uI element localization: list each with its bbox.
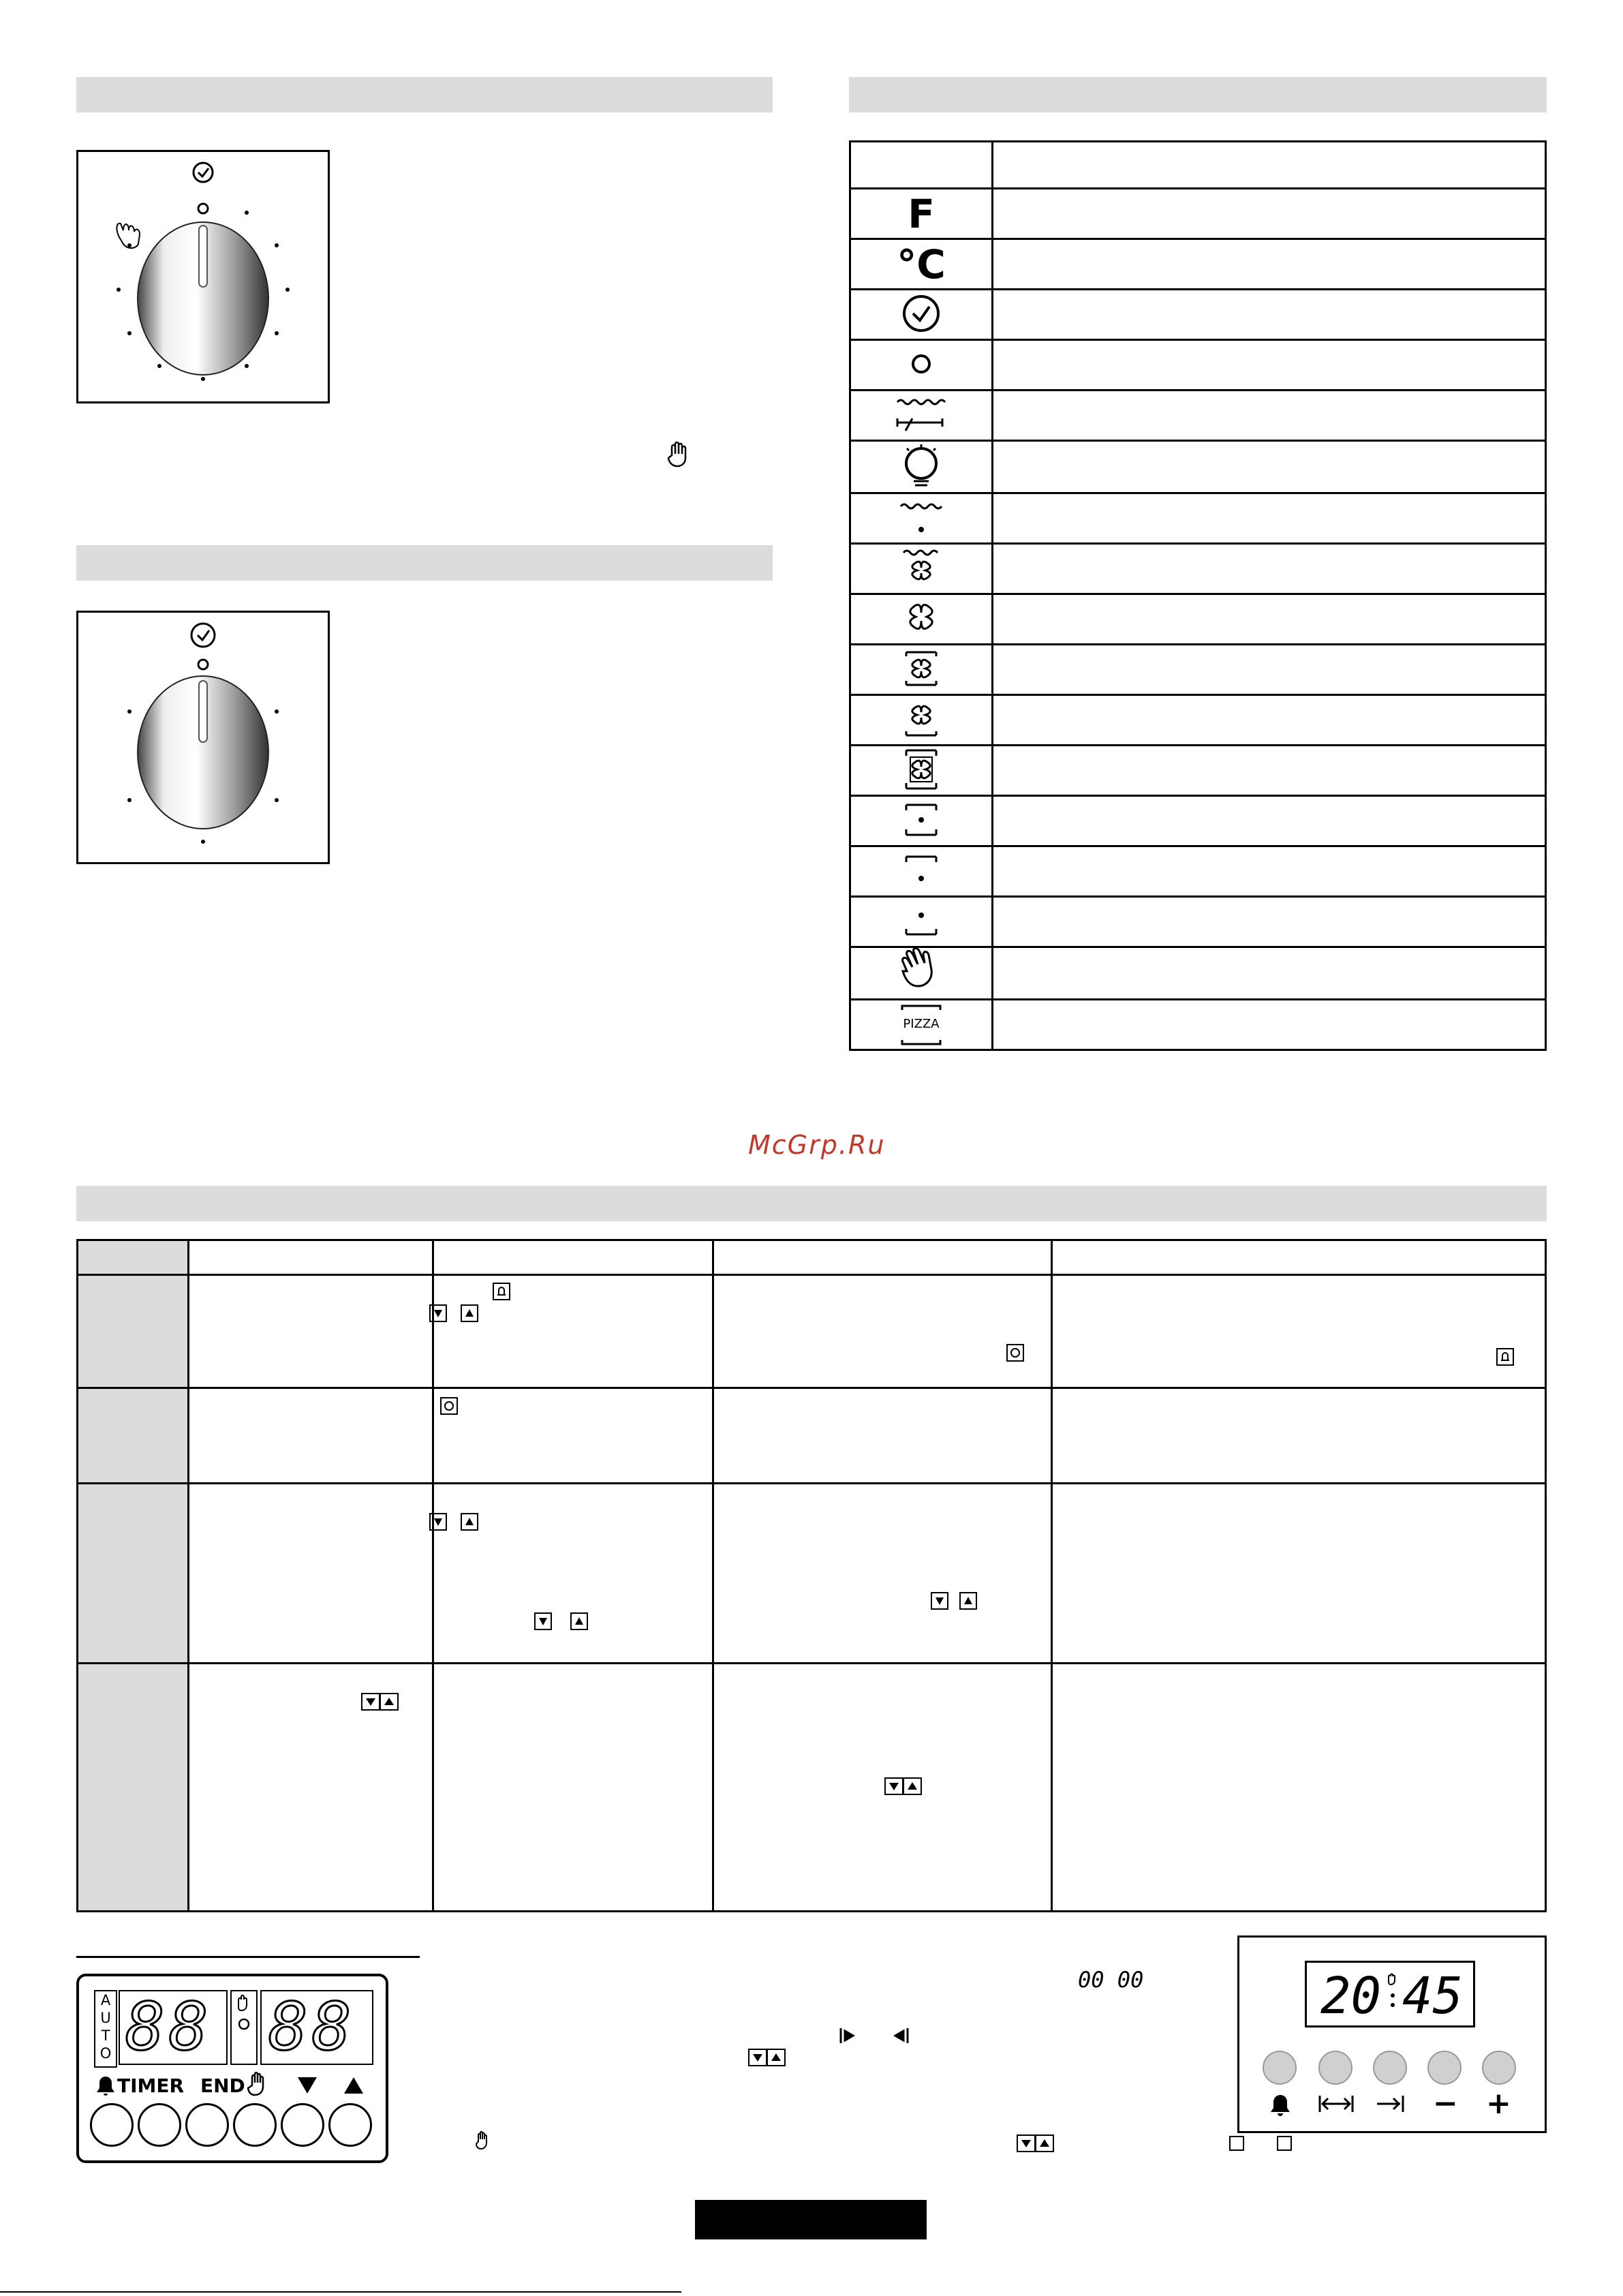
top-heat-icon — [894, 497, 948, 538]
duration-icon — [1317, 2092, 1355, 2116]
down-button[interactable] — [281, 2103, 324, 2147]
hand-icon — [897, 948, 945, 996]
top-bottom-heat-icon — [894, 799, 948, 840]
auto-letter: O — [99, 2045, 112, 2062]
bell-button[interactable] — [90, 2103, 134, 2147]
selector-dial-1 — [76, 150, 330, 403]
dial-knob-2 — [78, 613, 328, 862]
grill-icon — [891, 394, 952, 435]
section-rule — [76, 1956, 420, 1958]
page-number-bar — [695, 2200, 927, 2239]
down-up-arrows-icon[interactable] — [361, 1693, 399, 1711]
bell-icon — [1268, 2092, 1293, 2116]
section-header-dial-2 — [76, 545, 773, 581]
clock-icon — [901, 293, 942, 334]
checkbox-icon — [1277, 2136, 1292, 2151]
end-button[interactable] — [185, 2103, 229, 2147]
down-up-arrows-icon — [1017, 2134, 1055, 2152]
end-label: END — [200, 2075, 245, 2097]
programmer-display — [76, 1974, 388, 2163]
plus-button[interactable] — [1482, 2051, 1516, 2085]
duration-button[interactable] — [1318, 2051, 1352, 2085]
hand-icon — [1385, 1972, 1401, 2013]
digits-right-value: 88 — [268, 1989, 356, 2065]
fan-grill-icon — [894, 547, 948, 588]
circle-icon — [908, 350, 935, 378]
up-arrow-icon[interactable] — [959, 1592, 977, 1610]
fan-assisted-symbol: F — [908, 190, 935, 237]
hand-icon — [247, 2072, 270, 2096]
end-time-icon — [1374, 2092, 1407, 2116]
end-time-button[interactable] — [1373, 2051, 1407, 2085]
clock-icon — [191, 624, 215, 647]
end-time-icon — [890, 2025, 910, 2046]
clock-icon — [194, 163, 213, 182]
selector-dial-2 — [76, 611, 330, 864]
fan-full-icon — [894, 748, 948, 791]
plus-symbol: + — [1486, 2086, 1511, 2121]
hand-icon — [474, 2130, 495, 2151]
fan-top-bottom-icon — [894, 648, 948, 689]
lamp-icon — [897, 442, 945, 489]
down-triangle-icon — [296, 2073, 319, 2096]
up-arrow-icon[interactable] — [570, 1612, 588, 1630]
down-up-arrows-icon — [748, 2049, 786, 2066]
manual-button[interactable] — [233, 2103, 277, 2147]
bottom-heat-icon — [894, 900, 948, 941]
fan-bottom-icon — [894, 699, 948, 739]
footer-rule — [0, 2291, 681, 2293]
digits-right — [260, 1990, 373, 2065]
panel-display — [1305, 1961, 1475, 2027]
down-arrow-icon[interactable] — [931, 1592, 948, 1610]
section-header-programmer — [76, 1186, 1547, 1221]
down-arrow-icon[interactable] — [534, 1612, 552, 1630]
checkbox-icon — [1229, 2136, 1244, 2151]
control-panel — [1237, 1935, 1547, 2133]
bell-icon — [94, 2073, 117, 2096]
symbols-table — [849, 140, 1547, 1051]
alarm-button[interactable] — [1263, 2051, 1297, 2085]
auto-indicator — [94, 1990, 117, 2068]
fan-icon — [894, 598, 948, 639]
section-header-dial-1 — [76, 77, 773, 112]
hand-icon — [666, 442, 694, 472]
auto-letter: T — [101, 2027, 110, 2044]
minus-symbol: − — [1433, 2086, 1458, 2121]
top-heat-only-icon — [894, 850, 948, 891]
panel-minutes: 45 — [1402, 1967, 1464, 2025]
minus-button[interactable] — [1427, 2051, 1462, 2085]
timer-button[interactable] — [138, 2103, 181, 2147]
auto-letter: A — [100, 1992, 111, 2008]
up-triangle-icon — [342, 2073, 365, 2096]
watermark: McGrp.Ru — [748, 1130, 886, 1160]
dial-knob-1 — [78, 152, 328, 401]
pizza-icon — [894, 1003, 948, 1047]
section-header-symbols — [849, 77, 1547, 112]
up-button[interactable] — [328, 2103, 372, 2147]
hand-icon — [232, 1991, 256, 2060]
down-up-arrows-icon[interactable] — [884, 1777, 923, 1795]
zero-time-readout: 00 00 — [1078, 1967, 1144, 1993]
duration-icon — [838, 2025, 859, 2046]
timer-label: TIMER — [117, 2075, 185, 2097]
temperature-symbol: °C — [897, 241, 946, 288]
digits-left-value: 88 — [125, 1989, 213, 2065]
panel-hours: 20 — [1320, 1967, 1382, 2025]
pizza-label: PIZZA — [903, 1016, 940, 1031]
programmer-table — [76, 1239, 1547, 1912]
center-indicators — [230, 1990, 258, 2065]
auto-letter: U — [100, 2010, 111, 2026]
digits-left — [119, 1990, 228, 2065]
